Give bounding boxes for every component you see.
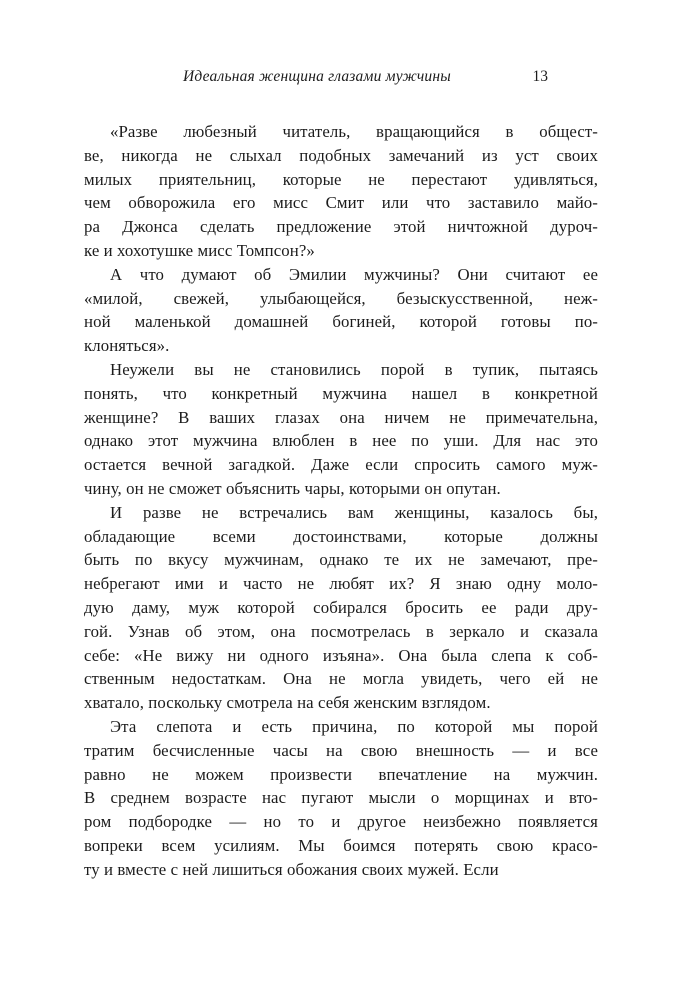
text-line: тратим бесчисленные часы на свою внешность — и все xyxy=(84,740,598,760)
page-number: 13 xyxy=(532,68,548,85)
text-line: гой. Узнав об этом, она посмотрелась в зеркало и сказала xyxy=(84,621,598,641)
text-line: Эта слепота и есть причина, по которой мы порой xyxy=(110,716,598,736)
paragraph xyxy=(84,501,598,715)
text-line: И разве не встречались вам женщины, казалось бы, xyxy=(110,502,598,522)
text-line: ке и хохотушке мисс Томпсон?» xyxy=(84,240,315,260)
text-line: быть по вкусу мужчинам, однако те их не замечают, пре- xyxy=(84,550,598,570)
text-line: А что думают об Эмилии мужчины? Они считают ее xyxy=(110,264,598,284)
text-line: В среднем возрасте нас пугают мысли о морщинах и вто- xyxy=(84,788,598,808)
text-line: клоняться». xyxy=(84,336,170,356)
text-line: равно не можем произвести впечатление на мужчин. xyxy=(84,764,598,784)
paragraph xyxy=(84,263,598,358)
text-line: ром подбородке — но то и другое неизбежно появляется xyxy=(84,812,598,832)
running-title: Идеальная женщина глазами мужчины xyxy=(183,68,451,85)
text-line: чину, он не сможет объяснить чары, которыми он опутан. xyxy=(84,478,501,498)
text-line: ту и вместе с ней лишиться обожания своих мужей. Если xyxy=(84,859,499,879)
text-line: ра Джонса сделать предложение этой ничтожной дуроч- xyxy=(84,217,598,237)
text-line: «Разве любезный читатель, вращающийся в общест- xyxy=(110,122,598,141)
paragraph xyxy=(84,120,598,263)
page-header xyxy=(84,66,598,88)
text-line: обладающие всеми достоинствами, которые должны xyxy=(84,526,598,546)
paragraph xyxy=(84,715,598,882)
text-line: милых приятельниц, которые не перестают удивляться, xyxy=(84,169,598,189)
text-line: понять, что конкретный мужчина нашел в конкретной xyxy=(84,383,598,403)
text-line: «милой, свежей, улыбающейся, безыскусственной, неж- xyxy=(84,288,598,308)
text-line: себе: «Не вижу ни одного изъяна». Она была слепа к соб- xyxy=(84,645,598,665)
text-line: чем обворожила его мисс Смит или что заставило майо- xyxy=(84,193,598,213)
text-line: остается вечной загадкой. Даже если спросить самого муж- xyxy=(84,455,598,475)
text-line: женщине? В ваших глазах она ничем не примечательна, xyxy=(84,407,598,427)
text-line: однако этот мужчина влюблен в нее по уши. Для нас это xyxy=(84,431,598,451)
text-line: Неужели вы не становились порой в тупик, пытаясь xyxy=(110,359,598,379)
text-line: небрегают ими и часто не любят их? Я знаю одну моло- xyxy=(84,574,598,594)
text-line: хватало, поскольку смотрела на себя женским взглядом. xyxy=(84,693,491,713)
text-line: ве, никогда не слыхал подобных замечаний из уст своих xyxy=(84,145,598,165)
text-line: дую даму, муж которой собирался бросить ее ради дру- xyxy=(84,597,598,617)
text-line: ственным недостаткам. Она не могла увидеть, чего ей не xyxy=(84,669,598,689)
text-line: ной маленькой домашней богиней, которой готовы по- xyxy=(84,312,598,332)
text-line: вопреки всем усилиям. Мы боимся потерять свою красо- xyxy=(84,835,598,855)
paragraph xyxy=(84,358,598,501)
page-body xyxy=(84,120,598,882)
